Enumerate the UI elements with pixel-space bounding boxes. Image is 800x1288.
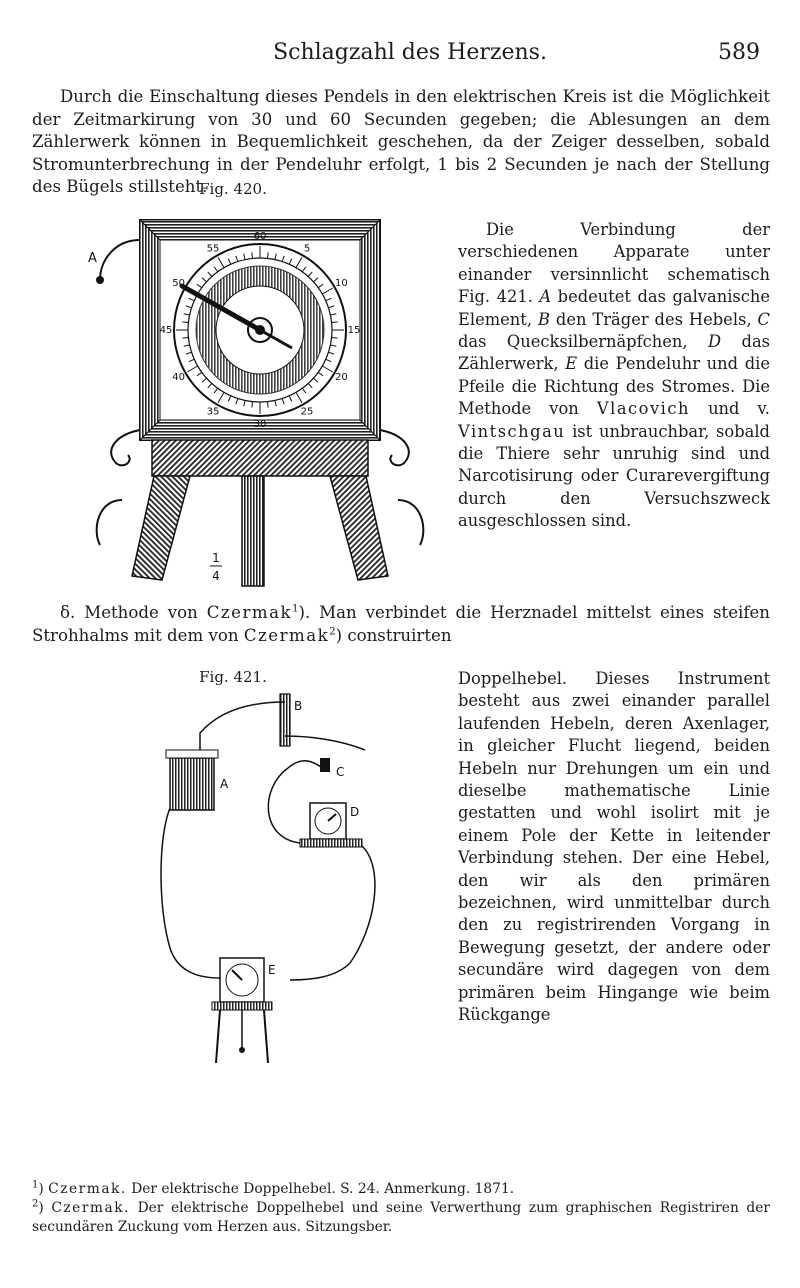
dial-number: 35: [206, 406, 220, 418]
figure-421-letter-c: C: [336, 765, 345, 779]
footnote-1: $^1$) Czermak. Der elektrische Doppelhebel. S. 24. Anmerkung. 1871.: [32, 1179, 515, 1197]
figure-420-caption: Fig. 420.: [199, 180, 267, 198]
figure-421-letter-d: D: [350, 805, 360, 819]
dial-number: 40: [172, 372, 185, 383]
side-text-1i: das Zählerwerk,: [458, 332, 770, 374]
dial-tick: [182, 338, 188, 339]
figure-420-letter-a: A: [88, 251, 97, 266]
footnote-2-mark: 2: [32, 1198, 39, 1210]
running-title: Schlagzahl des Herzens.: [273, 40, 547, 65]
paragraph-2-text-a: ). Man verbindet die Herznadel mittelst eines steifen Strohhalms mit dem von: [32, 603, 770, 645]
figure-421-circuit: [160, 688, 410, 1063]
dial-number: 55: [206, 243, 220, 255]
dial-number: 30: [253, 419, 267, 430]
dial-tick: [268, 252, 269, 258]
dial-tick: [252, 252, 253, 258]
dial-tick: [332, 338, 338, 339]
side-text-1m: und v.: [708, 399, 770, 419]
paragraph-2-text-b: ) construirten: [335, 625, 452, 645]
side-text-1d: B: [537, 309, 550, 329]
side-text-1h: D: [708, 332, 722, 352]
dial-number: 60: [253, 231, 267, 242]
side-text-figure-420: [458, 219, 770, 533]
dial-number: 5: [303, 243, 311, 255]
side-text-figure-421: Doppelhebel. Dieses Instrument besteht aus zwei einander parallel laufenden Hebeln, deren Axenlager, in gleicher Flucht liegend, beiden Hebeln nur Drehungen um ein und dieselbe mathematische Linie gestatten und wohl isolirt mit je einem Pole der Kette in leitender Verbindung stehen. Der eine Hebel, den wir als den primären bezeichnen, wird unmittelbar durch den zu registrirenden Vorgang in Bewegung gesetzt, der andere oder secundäre wird dagegen von dem primären beim Hingange wie beim Rückgange: [458, 669, 770, 1025]
figure-421-letter-b: B: [294, 699, 303, 713]
side-text-1e: den Träger des Hebels,: [555, 309, 752, 329]
dial-number: 15: [347, 325, 361, 336]
dial-tick: [268, 402, 269, 408]
dial-tick: [182, 322, 188, 323]
figure-421-letter-e: E: [268, 963, 276, 977]
side-text-1k: die Pendeluhr und die Pfeile die Richtung des Stromes. Die Methode von: [458, 354, 770, 419]
footnote-2-text: Der elektrische Doppelhebel und seine Verwerthung zum graphischen Registriren der secundären Zuckung vom Herzen aus. Sitzungsber.: [32, 1200, 770, 1235]
footnote-2: $^2$) Czermak. Der elektrische Doppelhebel und seine Verwerthung zum graphischen Registriren der secundären Zuckung vom Herzen aus. Sitzungsber.: [32, 1198, 770, 1235]
page-header: [60, 40, 760, 76]
side-text-1n: Vintschgau: [458, 421, 566, 441]
section-marker: δ.: [60, 603, 76, 622]
footnote-1-mark: 1: [32, 1179, 39, 1191]
author-czermak: Czermak: [206, 603, 293, 622]
footnote-1-text: Der elektrische Doppelhebel. S. 24. Anmerkung. 1871.: [131, 1181, 515, 1197]
method-label: Methode von: [84, 603, 198, 622]
figure-420-scale-den: 4: [212, 569, 220, 583]
dial-number: 20: [335, 372, 348, 383]
footnotes: [32, 1180, 770, 1237]
side-text-1l: Vlacovich: [596, 399, 690, 419]
side-text-1a: Die Verbindung der verschiedenen Apparate unter einander versinnlicht schematisch Fig. 421.: [458, 220, 770, 307]
author-czermak-2: Czermak: [243, 625, 330, 645]
side-text-1c: bedeutet das galvanische Element,: [458, 287, 770, 329]
dial-number: 45: [159, 325, 173, 336]
page-number: 589: [718, 40, 760, 65]
figure-421-caption: Fig. 421.: [199, 668, 267, 686]
side-text-1o: ist unbrauchbar, sobald die Thiere sehr unruhig sind und Narcotisirung oder Curarevergiftung durch den Versuchszweck ausgeschlossen sind.: [458, 421, 770, 531]
dial-number: 25: [300, 406, 314, 418]
figure-420-scale-num: 1: [212, 551, 220, 565]
side-text-1g: das Quecksilbernäpfchen,: [458, 332, 688, 352]
side-text-1b: A: [539, 287, 552, 307]
dial-tick: [332, 322, 338, 323]
dial-tick: [252, 402, 253, 408]
footnote-2-author: Czermak.: [51, 1200, 130, 1216]
figure-420-counter-clock: [70, 200, 450, 595]
figure-421-letter-a: A: [220, 777, 229, 791]
footnote-1-author: Czermak.: [48, 1181, 127, 1197]
footnote-ref-1: 1: [292, 603, 299, 615]
paragraph-czermak: [32, 602, 770, 647]
footnote-ref-2: 2: [329, 625, 336, 637]
side-text-1f: C: [757, 309, 770, 329]
dial-number: 10: [335, 278, 348, 289]
dial-number: 50: [172, 278, 185, 289]
side-text-1j: E: [565, 354, 578, 374]
paragraph-pendulum: Durch die Einschaltung dieses Pendels in den elektrischen Kreis ist die Möglichkeit der Zeitmarkirung von 30 und 60 Secunden gegeben; die Ablesungen an dem Zählerwerk können in Bequemlichkeit geschehen, da der Zeiger desselben, sobald Stromunterbrechung in der Pendeluhr erfolgt, 1 bis 2 Secunden je nach der Stellung des Bügels stillsteht.: [32, 87, 770, 196]
